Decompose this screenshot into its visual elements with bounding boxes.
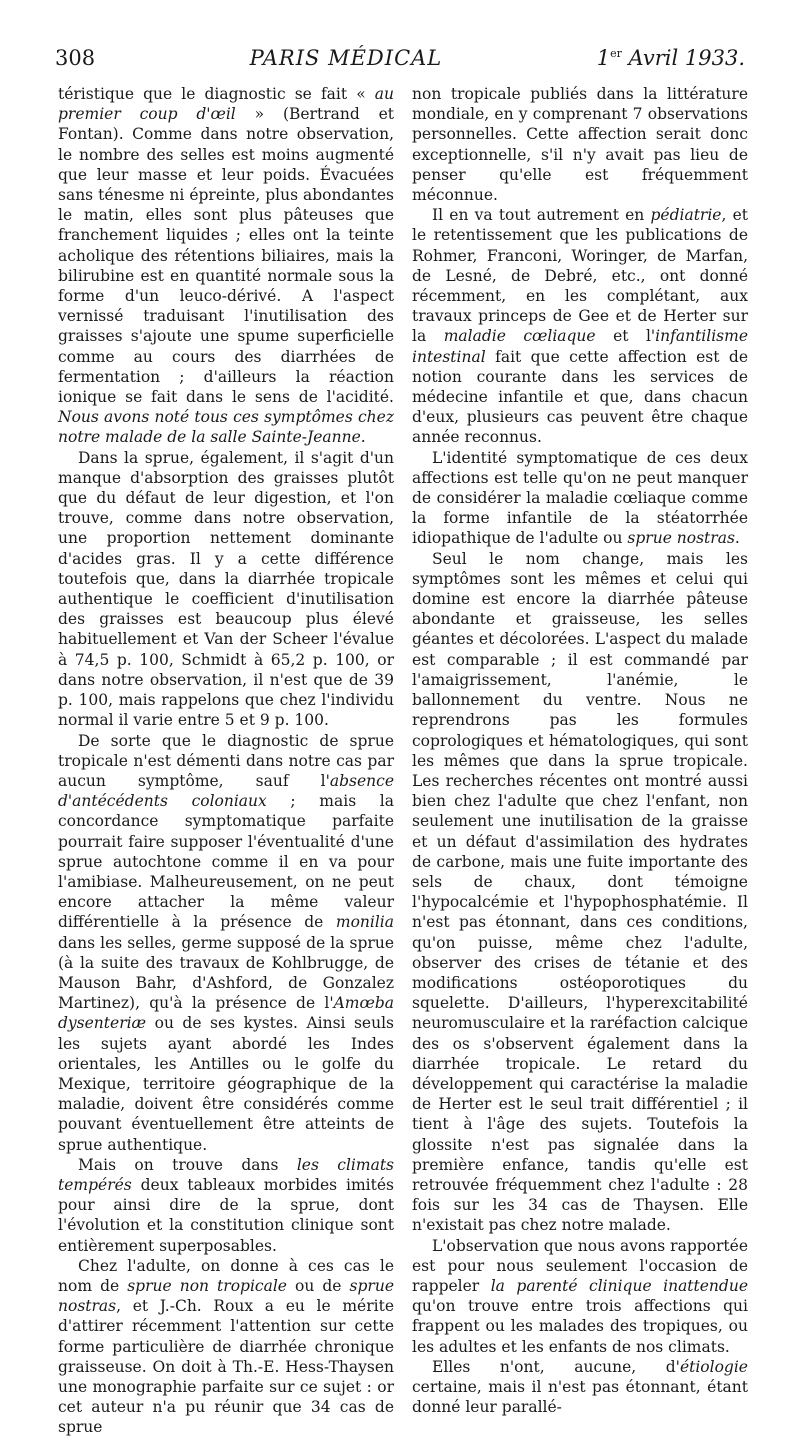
right-column: [412, 84, 748, 1417]
text-run: Elles n'ont, aucune, d': [432, 1357, 680, 1376]
paragraph: [58, 1256, 394, 1438]
issue-date-superscript: er: [610, 47, 622, 60]
text-run: fait que cette affection est de notion courante dans les services de médecine infantile et que, dans chacun d'eux, plusieurs cas peuvent être chaque année reconnus.: [412, 347, 748, 447]
italic-run: monilia: [335, 913, 394, 932]
text-run: et l': [595, 327, 656, 346]
italic-run: les climats tempérés: [58, 1155, 395, 1194]
text-run: deux tableaux morbides imités pour ainsi dire de la sprue, dont l'évolution et la constitution clinique sont entièrement superposables.: [58, 1175, 394, 1255]
text-run: Dans la sprue, également, il s'agit d'un manque d'absorption des graisses plutôt que du défaut de leur digestion, et l'on trouve, comme dans notre observation, une proportion nettement dominante d'acides gras. Il y a cette différence toutefois que, dans la diarrhée tropicale authentique le coefficient d'inutilisation des graisses est beaucoup plus élevé habituellement et Van der Scheer l'évalue à 74,5 p. 100, Schmidt à 65,2 p. 100, or dans notre observation, il n'est que de 39 p. 100, mais rappelons que chez l'individu normal il varie entre 5 et 9 p. 100.: [58, 448, 394, 730]
paragraph: [412, 448, 748, 549]
italic-run: au premier coup d'œil: [58, 85, 394, 124]
text-run: Seul le nom change, mais les symptômes sont les mêmes et celui qui domine est encore la diarrhée pâteuse abondante et graisseuse, les selles géantes et décolorées. L'aspect du malade est comparable ; il est commandé par l'amaigrissement, l'anémie, le ballonnement du ventre. Nous ne reprendrons pas les formules coprologiques et hématologiques, qui sont les mêmes que dans la sprue tropicale. Les recherches récentes ont montré aussi bien chez l'adulte que chez l'enfant, non seulement une inutilisation de la graisse et un défaut d'assimilation des hydrates de carbone, mais une fuite importante des sels de chaux, dont témoigne l'hypocalcémie et l'hypophosphatémie. Il n'est pas étonnant, dans ces conditions, qu'on puisse, même chez l'adulte, observer des crises de tétanie et des modifications ostéoporotiques du squelette. D'ailleurs, l'hyperexcitabilité neuromusculaire et la raréfaction calcique des os s'observent également dans la diarrhée tropicale. Le retard du développement qui caractérise la maladie de Herter est le seul trait différentiel ; il tient à l'âge des sujets. Toutefois la glossite n'est pas signalée dans la première enfance, tandis qu'elle est retrouvée fréquemment chez l'adulte : 28 fois sur les 34 cas de Thaysen. Elle n'existait pas chez notre malade.: [412, 549, 748, 1235]
paragraph: [412, 84, 748, 205]
paragraph: [58, 1155, 394, 1256]
paragraph: [412, 1357, 748, 1418]
page-number: 308: [55, 46, 96, 70]
text-run: , et J.-Ch. Roux a eu le mérite d'attirer récemment l'attention sur cette forme particulière de diarrhée chronique graisseuse. On doit à Th.-E. Hess-Thaysen une monographie parfaite sur ce sujet : or cet auteur n'a pu réunir que 34 cas de sprue: [58, 1297, 394, 1437]
italic-run: étiologie: [679, 1357, 748, 1376]
italic-run: pédiatrie: [650, 206, 722, 225]
issue-date-rest: Avril 1933.: [621, 46, 745, 70]
paragraph: [58, 84, 394, 448]
italic-run: la parenté clinique inattendue: [490, 1276, 748, 1295]
text-run: L'observation que nous avons rapportée est pour nous seulement l'occasion de rappeler: [412, 1236, 748, 1295]
issue-date: [597, 46, 745, 70]
text-run: , et le retentissement que les publications de Rohmer, Franconi, Woringer, de Marfan, de Lesné, de Debré, etc., ont donné récemment, en les complétant, aux travaux princeps de Gee et de Herter sur la: [412, 206, 748, 346]
italic-run: infantilisme intestinal: [412, 327, 748, 366]
issue-date-day: 1: [596, 46, 611, 70]
paragraph: [412, 1236, 748, 1357]
page-header: [55, 46, 745, 76]
paragraph: [58, 731, 394, 1155]
text-run: De sorte que le diagnostic de sprue tropicale n'est démenti dans notre cas par aucun symptôme, sauf l': [58, 731, 394, 790]
paragraph: [412, 549, 748, 1236]
text-run: ou de ses kystes. Ainsi seuls les sujets ayant abordé les Indes orientales, les Antilles ou le golfe du Mexique, territoire géographique de la maladie, doivent être considérés comme pouvant éventuellement être atteints de sprue authentique.: [58, 1014, 394, 1154]
text-run: .: [734, 529, 740, 548]
text-run: ou de: [286, 1276, 350, 1295]
text-run: Il en va tout autrement en: [432, 206, 651, 225]
italic-run: Nous avons noté tous ces symptômes chez notre malade de la salle Sainte-Jeanne.: [58, 408, 394, 447]
italic-run: sprue non tropicale: [127, 1276, 287, 1295]
text-run: dans les selles, germe supposé de la sprue (à la suite des travaux de Kohlbrugge, de Mauson Bahr, d'Ashford, de Gonzalez Martinez), qu'à la présence de l': [58, 933, 394, 1013]
italic-run: sprue nostras: [627, 529, 735, 548]
italic-run: Amœba dysenteriæ: [58, 994, 394, 1033]
paragraph: [58, 448, 394, 731]
text-run: Mais on trouve dans: [78, 1155, 297, 1174]
text-run: L'identité symptomatique de ces deux affections est telle qu'on ne peut manquer de considérer la maladie cœliaque comme la forme infantile de la stéatorrhée idiopathique de l'adulte ou: [412, 448, 748, 548]
italic-run: sprue nostras: [58, 1276, 394, 1316]
journal-title: PARIS MÉDICAL: [249, 46, 443, 70]
text-run: certaine, mais il n'est pas étonnant, étant donné leur parallé-: [412, 1378, 748, 1417]
italic-run: absence d'antécédents coloniaux: [58, 771, 394, 811]
left-column: [58, 84, 395, 1437]
text-run: téristique que le diagnostic se fait «: [58, 85, 375, 103]
text-run: ; mais la concordance symptomatique parfaite pourrait faire supposer l'éventualité d'une sprue autochtone comme il en va pour l'amibiase. Malheureusement, on ne peut encore attacher la même valeur différentielle à la présence de: [58, 792, 394, 932]
text-run: non tropicale publiés dans la littérature mondiale, en y comprenant 7 observations personnelles. Cette affection serait donc exceptionnelle, s'il n'y avait pas lieu de penser qu'elle est fréquemment méconnue.: [412, 85, 748, 205]
paragraph: [412, 205, 748, 447]
text-run: qu'on trouve entre trois affections qui frappent ou les malades des tropiques, ou les adultes et les enfants de nos climats.: [412, 1297, 748, 1356]
text-run: Chez l'adulte, on donne à ces cas le nom de: [58, 1256, 394, 1295]
italic-run: maladie cœliaque: [443, 327, 596, 346]
text-run: » (Bertrand et Fontan). Comme dans notre observation, le nombre des selles est moins augmenté que leur masse et leur poids. Évacuées sans ténesme ni épreinte, plus abondantes le matin, elles sont plus pâteuses que franchement liquides ; elles ont la teinte acholique des rétentions biliaires, mais la bilirubine est en quantité normale sous la forme d'un leuco-dérivé. A l'aspect vernissé traduisant l'inutilisation des graisses s'ajoute une spume superficielle comme au cours des diarrhées de fermentation ; d'ailleurs la réaction ionique se fait dans le sens de l'acidité.: [58, 105, 394, 407]
